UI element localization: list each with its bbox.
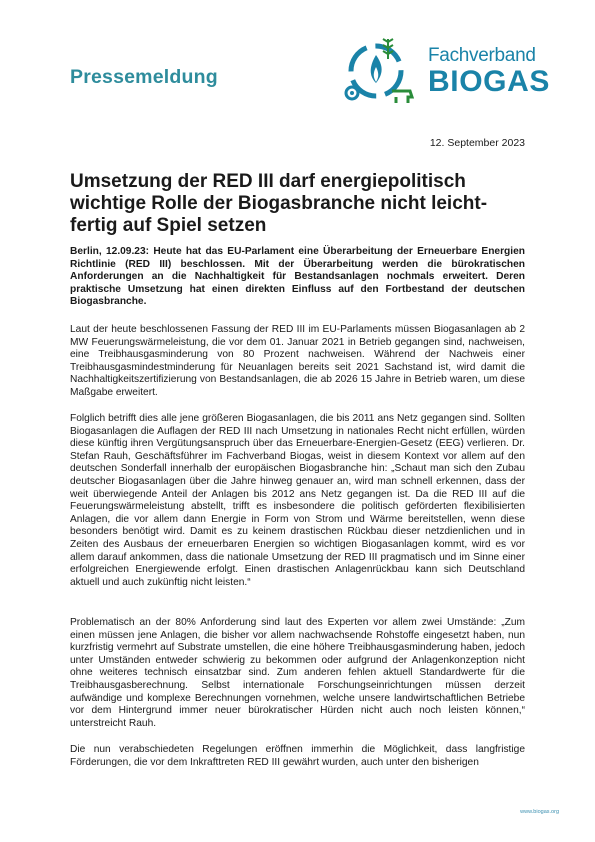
headline: Umsetzung der RED III darf energiepolitisch wichtige Rolle der Biogasbranche nicht leicht-fertig auf Spiel setzen — [70, 171, 488, 236]
body-paragraph-1: Laut der heute beschlossenen Fassung der RED III im EU-Parlaments müssen Biogasanlagen ab 2 MW Feuerungswärmeleistung, die vor dem 01. Januar 2021 in Betrieb gegangen sind, nachweisen, eine Treibhausgasminderung von 80 Prozent nachweisen. Während der Nachweis einer Treibhausgasmindestminderung für Neuanlagen bereits seit 2021 Sachstand ist, wird damit die Nachhaltigkeitszertifizierung von Bestandsanlagen, die ab 2026 15 Jahre in Betrieb waren, um diese Maßgabe erweitert. — [70, 324, 525, 398]
document-type-label: Pressemeldung — [70, 66, 218, 88]
body-paragraph-3: Problematisch an der 80% Anforderung sind laut des Experten vor allem zwei Umstände: „Zum einen müssen jene Anlagen, die bisher vor allem nachwachsende Rohstoffe eingesetzt haben, nun kurzfristig vermehrt auf Substrate umstellen, die eine höhere Treibhausgasminderung haben, jedoch unter Umständen entweder schwierig zu bekommen oder aufgrund der Anlagenkonzeption nicht ohne weiteres technisch einsatzbar sind. Zum anderen fehlen aktuell Standardwerte für die Treibhausgasberechnung. Selbst internationale Forschungseinrichtungen müssen derzeit aufwändige und komplexe Berechnungen vornehmen, welche unsere landwirtschaftlichen Betriebe vor dem Hintergrund immer neuer bürokratischer Hürden nicht auch noch leisten können,“ unterstreicht Rauh. — [70, 617, 525, 729]
fachverband-biogas-logo — [340, 33, 550, 107]
body-paragraph-4: Die nun verabschiedeten Regelungen eröffnen immerhin die Möglichkeit, dass langfristige Förderungen, die vor dem Inkrafttreten RED III gewährt wurden, auch unter den bisherigen — [70, 744, 525, 768]
publication-date: 12. September 2023 — [429, 137, 525, 149]
biogas-logo-icon — [340, 33, 422, 107]
body-paragraph-2: Folglich betrifft dies alle jene größeren Biogasanlagen, die bis 2011 ans Netz gegangen sind. Sollten Biogasanlagen die Auflagen der RED III nach Umsetzung in nationales Recht nicht erfüllen, würden diese künftig ihren Vergütungsanspruch über das Erneuerbare-Energien-Gesetz (EEG) verlieren. Dr. Stefan Rauh, Geschäftsführer im Fachverband Biogas, weist in diesem Kontext vor allem auf den deutschen Sonderfall innerhalb der europäischen Biogasbranche hin: „Schaut man sich den Zubau deutscher Biogasanlagen über die Jahre hinweg genauer an, wird man schnell erkennen, dass der weit überwiegende Anteil der Anlagen bis 2012 ans Netz gegangen ist. Da die RED III auf die Feuerungswärmeleistung abstellt, trifft es insbesondere die politisch geförderten flexibilisierten Anlagen, die vor allem dann Energie in Form von Strom und Wärme bereitstellen, wenn diese besonders benötigt wird. Damit es zu keinem drastischen Rückbau dieser netzdienlichen und in Zeiten des Ausbaus der erneuerbaren Energien so wichtigen Biogasanlagen kommt, wird es vor allem darauf ankommen, dass die nationale Umsetzung der RED III pragmatisch und im Sinne einer erfolgreichen Energiewende erfolgt. Einen drastischen Anlagenrückbau kann sich Deutschland aktuell und auch zukünftig nicht leisten.“ — [70, 413, 525, 588]
footer-website: www.biogas.org — [520, 809, 559, 815]
lead-paragraph: Berlin, 12.09.23: Heute hat das EU-Parlament eine Überarbeitung der Erneuerbare Energien Richtlinie (RED III) beschlossen. Mit der Überarbeitung werden die bürokratischen Anforderungen an die Nachhaltigkeit für Bestandsanlagen nochmals erweitert. Deren praktische Umsetzung hat einen direkten Einfluss auf den Fortbestand der deutschen Biogasbranche. — [70, 246, 525, 308]
logo-text-biogas: BIOGAS — [428, 65, 550, 98]
logo-text-fachverband: Fachverband — [428, 45, 536, 66]
